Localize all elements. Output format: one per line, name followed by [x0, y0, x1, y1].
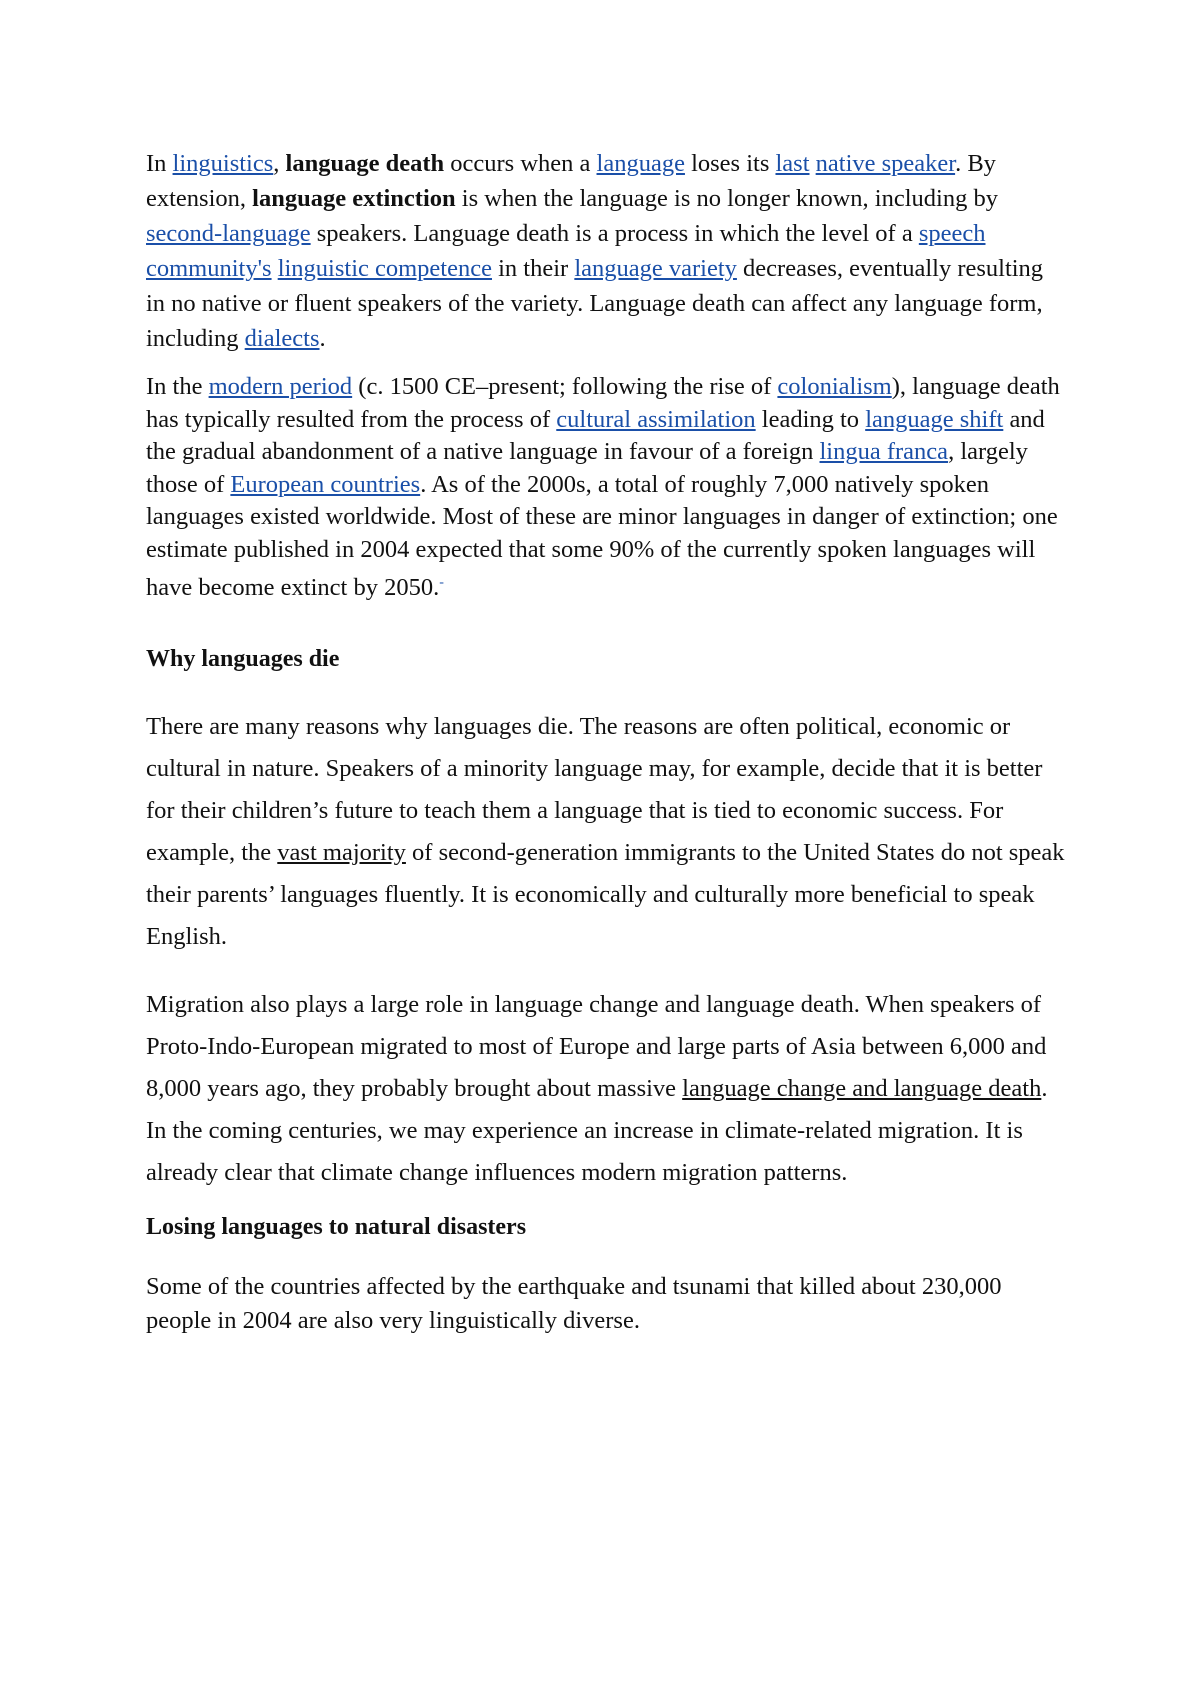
link-cultural-assimilation[interactable]: cultural assimilation	[556, 405, 756, 433]
intro-paragraph: In linguistics, language death occurs when a language loses its last native speaker. By extension, language extinction is when the language is no longer known, including by second-language speakers. Language death is a process in which the level of a speech community's linguistic competence in their language variety decreases, eventually resulting in no native or fluent speakers of the variety. Language death can affect any language form, including dialects.	[146, 150, 1044, 352]
link-language[interactable]: language	[596, 150, 685, 177]
footnote-marker[interactable]: -	[439, 574, 444, 590]
history-paragraph: In the modern period (c. 1500 CE–present; following the rise of colonialism), language death has typically resulted from the process of cultural assimilation leading to language shift and the gradual abandonment of a native language in favour of a foreign lingua franca, largely those of European countries. As of the 2000s, a total of roughly 7,000 natively spoken languages existed worldwide. Most of these are minor languages in danger of extinction; one estimate published in 2004 expected that some 90% of the currently spoken languages will have become extinct by 2050.-	[146, 373, 1060, 601]
link-linguistics[interactable]: linguistics	[172, 150, 274, 177]
disasters-paragraph: Some of the countries affected by the earthquake and tsunami that killed about 230,000 people in 2004 are also very linguistically diverse.	[146, 1273, 1002, 1335]
term-language-extinction: language extinction	[252, 185, 456, 212]
heading-natural-disasters: Losing languages to natural disasters	[146, 1214, 527, 1241]
document-page	[146, 146, 1066, 1338]
underlined-vast-majority: vast majority	[277, 839, 406, 867]
migration-paragraph: Migration also plays a large role in language change and language death. When speakers of Proto-Indo-European migrated to most of Europe and large parts of Asia between 6,000 and 8,000 years ago, they probably brought about massive language change and language death. In the coming centuries, we may experience an increase in climate-related migration. It is already clear that climate change influences modern migration patterns.	[146, 991, 1048, 1187]
link-lingua-franca[interactable]: lingua franca	[819, 438, 949, 466]
link-european-countries[interactable]: European countries	[230, 470, 421, 498]
link-linguistic-competence[interactable]: linguistic competence	[277, 255, 492, 282]
heading-why-languages-die: Why languages die	[146, 646, 340, 673]
link-speech-community[interactable]: speech community's	[146, 220, 986, 282]
link-last[interactable]: last	[775, 150, 810, 177]
link-language-shift[interactable]: language shift	[865, 405, 1004, 433]
link-native-speaker[interactable]: native speaker	[815, 150, 956, 177]
underlined-language-change: language change and language death	[682, 1075, 1042, 1103]
link-dialects[interactable]: dialects	[244, 325, 320, 352]
link-colonialism[interactable]: colonialism	[777, 373, 892, 400]
link-second-language[interactable]: second-language	[146, 220, 311, 247]
link-modern-period[interactable]: modern period	[208, 373, 353, 400]
term-language-death: language death	[285, 150, 445, 177]
reasons-paragraph: There are many reasons why languages die. The reasons are often political, economic or cultural in nature. Speakers of a minority language may, for example, decide that it is better for their children’s future to teach them a language that is tied to economic success. For example, the vast majority of second-generation immigrants to the United States do not speak their parents’ languages fluently. It is economically and culturally more beneficial to speak English.	[146, 713, 1065, 951]
link-language-variety[interactable]: language variety	[574, 255, 737, 282]
